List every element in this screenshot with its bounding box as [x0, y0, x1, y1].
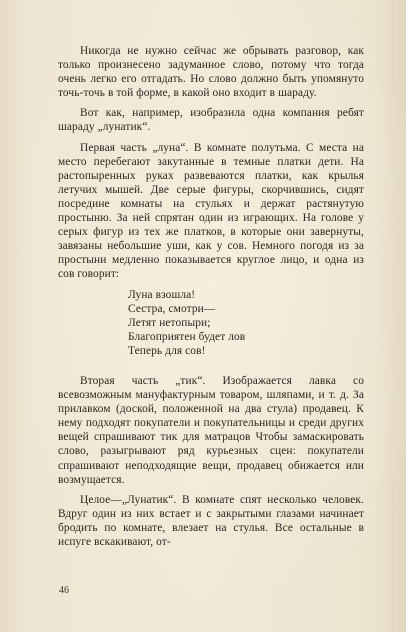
poem	[128, 288, 364, 358]
poem-line-4: Благоприятен будет лов	[128, 330, 246, 343]
poem-line-2: Сестра, смотри—	[128, 302, 216, 315]
paragraph-3: Первая часть „луна“. В комнате полутьма. С места на место перебегают закутанные в темные платки дети. На растопыренных руках развеваются платки, как крылья летучих мышей. Две серые фигуры, скорчившись, сидят посредине комнаты на стульях и держат растянутую простыню. За ней спрятан один из играющих. На голове у серых фигур из тех же платков, в которые они завернуты, завязаны небольшие уши, как у сов. Немного погодя из за простыни медленно показывается круглое лицо, и одна из сов говорит:	[58, 141, 364, 281]
paragraph-5: Целое—„Лунатик“. В комнате спят несколько человек. Вдруг один из них встает и с закрытыми глазами начинает бродить по комнате, влезает на стулья. Все остальные в испуге вскакивают, от-	[58, 493, 364, 548]
poem-line-3: Летят нетопыри;	[128, 316, 211, 329]
page-number: 46	[59, 585, 69, 596]
paragraph-4: Вторая часть „тик“. Изображается лавка со всевозможным мануфактурным товаром, шляпами, и т. д. За прилавком (доской, положенной на два стула) продавец. К нему подходят покупатели и покупательницы и среди других вещей спрашивают тик для матрацов Чтобы замаскировать слово, разыгрывают ряд курьезных сцен: покупатели спрашивают неподходящие вещи, продавец обижается или возмущается.	[58, 374, 364, 486]
paragraph-2: Вот как, например, изобразила одна компания ребят шараду „лунатик“.	[58, 107, 364, 134]
paragraph-1: Никогда не нужно сейчас же обрывать разговор, как только произнесено задуманное слово, потому что тогда очень легко его отгадать. Но слово должно быть упомянуто точь-точь в той форме, в какой оно входит в шараду.	[58, 45, 364, 100]
poem-line-1: Луна взошла!	[128, 288, 196, 301]
page-body	[58, 44, 364, 555]
poem-line-5: Теперь для сов!	[128, 344, 206, 357]
